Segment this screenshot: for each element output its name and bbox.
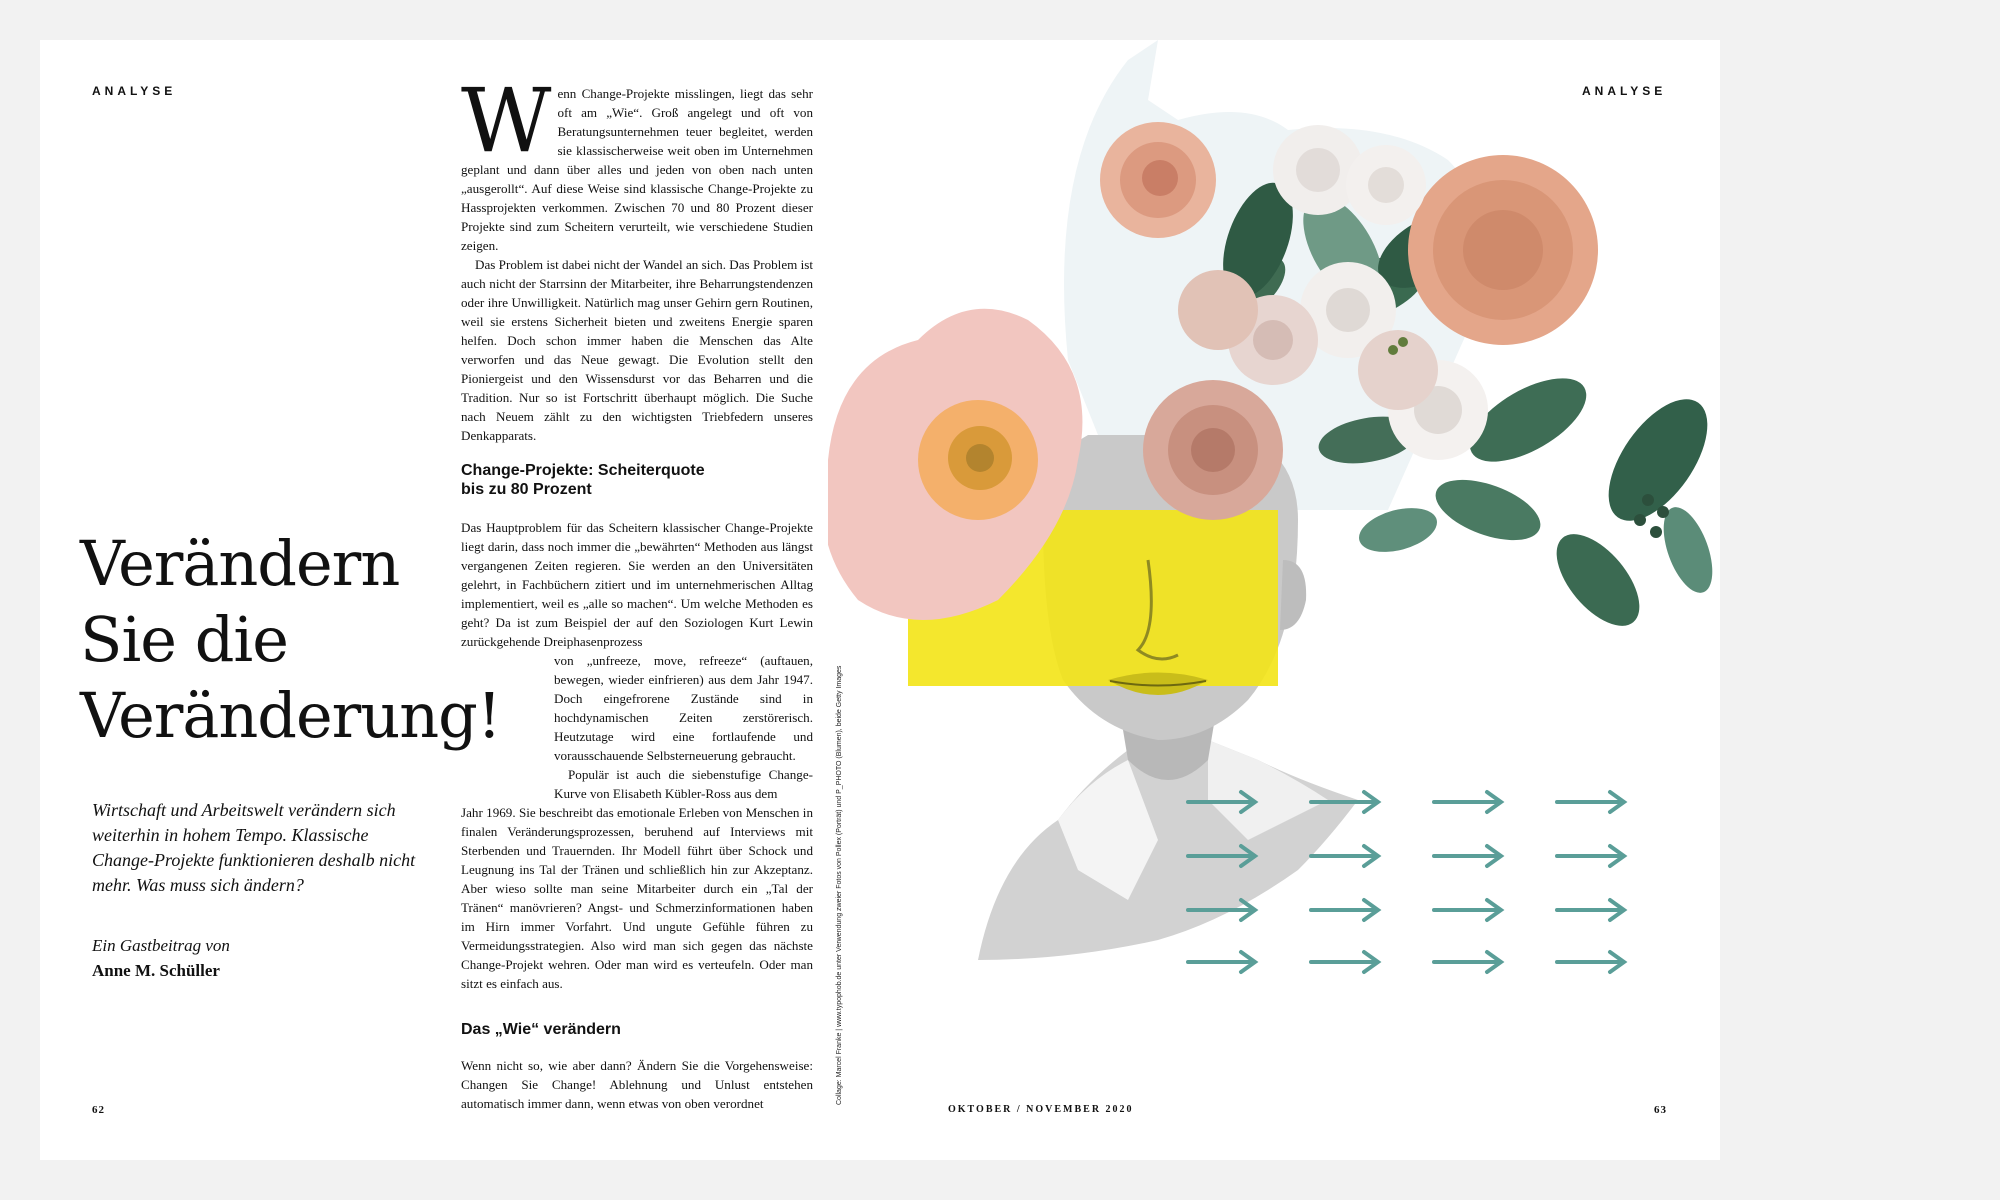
collage-illustration: [828, 40, 1720, 1040]
arrow-right-icon: [1434, 846, 1501, 866]
ear: [1280, 560, 1306, 630]
arrow-right-icon: [1434, 900, 1501, 920]
subheading-line-1: Change-Projekte: Scheiterquote: [461, 462, 705, 479]
section-kicker-right: ANALYSE: [1582, 84, 1667, 98]
paragraph-3: Das Hauptproblem für das Scheitern klassischer Change-Projekte liegt darin, dass noch immer die „bewährten“ Methoden aus längst vergangenen Zeiten regieren. Sie werden an den Universitäten gelehrt, in Fachbüchern zitiert und im unternehmerischen Alltag implementiert, weil es „alle so machen“. Um welche Methoden es geht? Da ist zum Beispiel der auf den Soziologen Kurt Lewin zurückgehende Dreiphasenprozess: [461, 520, 813, 649]
headline-line-3: Veränderung!: [80, 679, 501, 752]
subheading-scheiterquote: [461, 461, 705, 499]
subheading-line-2: bis zu 80 Prozent: [461, 481, 592, 498]
drop-cap: W: [461, 84, 552, 172]
page-number-left: 62: [92, 1104, 105, 1116]
paragraph-5: Wenn nicht so, wie aber dann? Ändern Sie die Vorgehensweise: Changen Sie Change! Ablehnung und Unlust entstehen automatisch immer dann, wenn etwas von oben verordnet: [461, 1058, 813, 1111]
author-name: Anne M. Schüller: [92, 961, 220, 980]
article-column-bottom: [461, 1056, 813, 1113]
article-intro: Wirtschaft und Arbeitswelt verändern sich weiterhin in hohem Tempo. Klassische Change-Projekte funktionieren deshalb nicht mehr. Was muss sich ändern?: [92, 800, 416, 895]
arrow-right-icon: [1311, 952, 1378, 972]
page-number-right: 63: [1654, 1104, 1667, 1116]
article-column-middle: [461, 518, 813, 1015]
arrow-right-icon: [1434, 792, 1501, 812]
article-column-top: [461, 84, 813, 488]
issue-date: OKTOBER / NOVEMBER 2020: [948, 1104, 1134, 1115]
magazine-spread: [40, 40, 1720, 1160]
arrow-right-icon: [1557, 900, 1624, 920]
arrow-right-icon: [1557, 952, 1624, 972]
headline-line-2: Sie die: [80, 603, 288, 676]
arrow-right-icon: [1188, 952, 1255, 972]
leaf: [1541, 520, 1655, 640]
arrow-right-icon: [1557, 846, 1624, 866]
flower-blush-carnation: [1178, 270, 1258, 350]
arrow-right-icon: [1311, 900, 1378, 920]
subheading-wie: Das „Wie“ verändern: [461, 1021, 621, 1038]
section-kicker-left: ANALYSE: [92, 84, 177, 98]
paragraph-4: Populär ist auch die siebenstufige Change-Kurve von Elisabeth Kübler-Ross aus dem: [554, 767, 813, 801]
arrow-right-icon: [1311, 846, 1378, 866]
indented-text-block: [554, 651, 813, 803]
paragraph-4-continued: Jahr 1969. Sie beschreibt das emotionale Erleben von Menschen in finalen Veränderungsprozessen, beruhend auf Interviews mit Sterbenden und Trauernden. Ihr Modell führt über Schock und Leugnung ins Tal der Tränen und schließlich hin zur Akzeptanz. Aber wieso sollte man seine Mitarbeiter durch ein „Tal der Tränen“ manövrieren? Angst- und Schmerzinformationen haben im Hirn immer Vorfahrt. Und ungute Gefühle führen zu Vermeidungsstrategien. Also wird man sich gegen das nächste Change-Projekt wehren. Oder man wird es verteufeln. Oder man sitzt es einfach aus.: [461, 805, 813, 991]
byline-label: Ein Gastbeitrag von: [92, 936, 230, 955]
image-credit: Collage: Marcel Franke | www.typophob.de unter Verwendung zweier Fotos von Pollex (Porträt) und P_PHOTO (Blumen), beide Getty Images: [836, 665, 843, 1105]
leaf: [1589, 383, 1720, 538]
headline-line-1: Verändern: [80, 527, 400, 600]
paragraph-1: [461, 84, 813, 255]
arrow-right-icon: [1434, 952, 1501, 972]
paragraph-2: Das Problem ist dabei nicht der Wandel an sich. Das Problem ist auch nicht der Starrsinn der Mitarbeiter, ihre Beharrungstendenzen oder ihre Unwilligkeit. Natürlich mag unser Gehirn gern Routinen, weil sie erstens Sicherheit bieten und zweitens Energie sparen helfen. Doch schon immer haben die Menschen das Alte verworfen und das Neue gewagt. Die Evolution stellt den Pioniergeist und den Wissensdurst vor das Beharren und die Tradition. Nur so ist Fortschritt überhaupt möglich. Die Suche nach Neuem zählt zu den wichtigsten Triebfedern unseres Denkapparats.: [461, 257, 813, 443]
arrow-right-icon: [1557, 792, 1624, 812]
leaf: [1428, 468, 1548, 553]
paragraph-1-text: enn Change-Projekte misslingen, liegt das sehr oft am „Wie“. Groß angelegt und oft von Beratungsunternehmen teuer begleitet, werden sie klassischerweise weit oben im Unternehmen geplant und dann über alles und jeden von oben nach unten „ausgerollt“. Auf diese Weise sind klassische Change-Projekte zu Hassprojekten verkommen. Zwischen 70 und 80 Prozent dieser Projekte sind zum Scheitern verurteilt, wie verschiedene Studien zeigen.: [461, 86, 813, 253]
paragraph-3-continued: von „unfreeze, move, refreeze“ (auftauen, bewegen, wieder einfrieren) aus dem Jahr 1947. Doch eingefrorene Zustände sind in hochdynamischen Zeiten zerstörerisch. Heutzutage wird eine fortlaufende und vorausschauende Selbsterneuerung gebraucht.: [554, 653, 813, 763]
